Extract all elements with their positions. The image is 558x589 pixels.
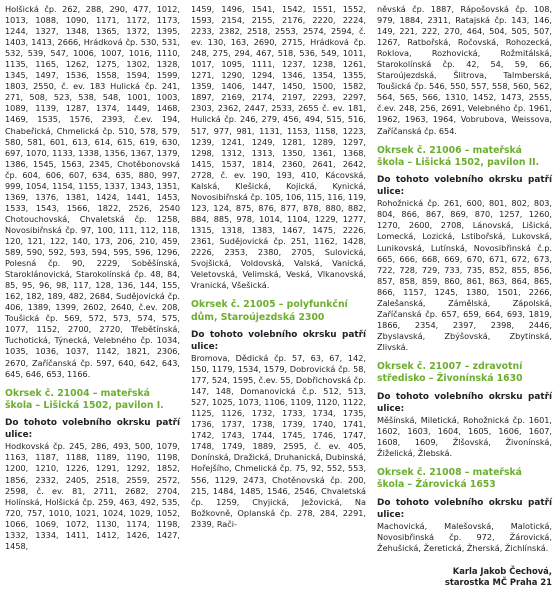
district-21006-heading: Okrsek č. 21006 – mateřská škola – Lišická 1502, pavilon II. bbox=[377, 144, 540, 168]
district-21008-heading: Okrsek č. 21008 – mateřská škola – Žárovická 1653 bbox=[377, 466, 522, 491]
signature bbox=[377, 566, 552, 589]
signature-title: starostka MČ Praha 21 bbox=[444, 577, 552, 588]
district-21005-streets: Bromova, Dědická čp. 57, 63, 67, 142, 150, 1179, 1534, 1579, Dobrovická čp. 58, 177, 524, 1595, č.ev. 55, Dobřichovská čp. 147, 148, Domanovická č.p. 512, 513, 527, 1025, 1073, 1106, 1109, 1120, 1122, 1125, 1126, 1732, 1733, 1734, 1735, 1736, 1737, 1738, 1739, 1740, 1741, 1742, 1743, 1744, 1745, 1746, 1747, 1748, 1749, 1889, 2595, č. ev. 405, Donínská, Dražická, Druhanická, Dubinská, Hořejšího, Chmelická čp. 75, 92, 552, 553, 556, 1129, 2473, Chotěnovská čp. 200, 215, 1484, 1485, 1546, 2546, Chvaletská čp. 1259, Chyjická, Ježovická, Na Božkovně, Oplanská čp. 278, 284, 2291, 2339, Rači- bbox=[191, 353, 366, 529]
street-list-continued: Holšická čp. 262, 288, 290, 477, 1012, 1013, 1088, 1090, 1171, 1172, 1173, 1244, 1327, 1348, 1365, 1372, 1395, 1403, 1413, 2666, Hrádková čp. 530, 531, 532, 539, 547, 1006, 1007, 1016, 1110, 1135, 1165, 1262, 1275, 1302, 1328, 1345, 1497, 1536, 1558, 1594, 1599, 1803, 2550, č. ev. 183 Hulická čp. 241, 271, 508, 523, 538, 548, 1001, 1003, 1089, 1139, 1287, 1374, 1449, 1468, 1469, 1535, 1576, 2393, č.ev. 194, Chabeřická, Chmelická čp. 510, 578, 579, 580, 581, 601, 613, 614, 615, 619, 630, 697, 1070, 1133, 1338, 1356, 1367, 1379, 1386, 1545, 1563, 2345, Chotěbonovská čp. 604, 606, 607, 634, 635, 880, 997, 999, 1054, 1154, 1155, 1337, 1343, 1351, 1369, 1376, 1381, 1424, 1441, 1453, 1533, 1543, 1566, 1822, 2526, 2540 Chotouchovská, Chvaletská čp. 1258, Novosibiřnská čp. 97, 100, 111, 112, 118, 120, 121, 122, 140, 173, 206, 210, 459, 589, 590, 592, 593, 594, 595, 596, 1296, Polesná čp. 90, 2229, Soběšínská, Staroklánovická, Starokolínská čp. 48, 84, 85, 95, 96, 98, 117, 128, 136, 144, 155, 162, 182, 189, 482, 2684, Sudějovická čp. 406, 1389, 1399, 2602, 2640, č.ev. 208, Toušická čp. 569, 572, 573, 574, 575, 1077, 1152, 2700, 2720, Třebětínská, Tuchotická, Týnecká, Velebného čp. 1034, 1035, 1036, 1037, 1142, 1821, 2306, 2670, Zaříčanská čp. 597, 640, 642, 643, 645, 646, 653, 1166. bbox=[5, 4, 180, 379]
district-21004-intro: Do tohoto volebního okrsku patří ulice: bbox=[5, 418, 180, 441]
column-2 bbox=[191, 4, 366, 563]
district-21007-heading: Okrsek č. 21007 – zdravotní středisko – Živonínská 1630 bbox=[377, 361, 523, 385]
column-3 bbox=[377, 4, 552, 588]
district-21007-streets: Měšínská, Miletická, Rohožnická čp. 1601, 1602, 1603, 1604, 1605, 1606, 1607, 1608, 1609, Žlšovská, Živonínská, Žiželická, Žlebská. bbox=[377, 414, 552, 458]
district-21008-intro: Do tohoto volebního okrsku patří ulice: bbox=[377, 497, 552, 520]
district-21005-heading: Okrsek č. 21005 – polyfunkční dům, Staroújezdská 2300 bbox=[191, 299, 348, 323]
district-21007-intro: Do tohoto volebního okrsku patří ulice: bbox=[377, 391, 552, 414]
district-21004-streets: Hodkovská čp. 245, 286, 493, 500, 1079, 1163, 1187, 1188, 1189, 1190, 1198, 1200, 1210, 1226, 1291, 1292, 1852, 1856, 2332, 2405, 2518, 2559, 2572, 2598, č. ev. 81, 2711, 2682, 2704, Holínská, Holšická čp. 259, 463, 492, 535, 720, 757, 1010, 1021, 1024, 1029, 1052, 1066, 1069, 1072, 1130, 1174, 1198, 1332, 1334, 1411, 1412, 1426, 1427, 1458, bbox=[5, 441, 180, 551]
district-21004-streets-continued: 1459, 1496, 1541, 1542, 1551, 1552, 1593, 2154, 2155, 2176, 2220, 2224, 2233, 2382, 2518, 2553, 2574, 2594, č. ev. 130, 163, 2690, 2715, Hrádková čp. 248, 275, 294, 467, 518, 536, 549, 1011, 1017, 1095, 1111, 1237, 1238, 1261, 1271, 1290, 1294, 1346, 1354, 1355, 1359, 1406, 1447, 1450, 1500, 1582, 1897, 2169, 2174, 2197, 2293, 2297, 2303, 2362, 2447, 2533, 2655 č. ev. 181, Hulická čp. 246, 279, 456, 494, 515, 516, 517, 977, 981, 1131, 1153, 1158, 1223, 1239, 1241, 1249, 1281, 1289, 1297, 1298, 1312, 1313, 1350, 1361, 1368, 1415, 1537, 1814, 2360, 2641, 2642, 2728, č. ev. 190, 193, 410, Kácovská, Kalská, Klešická, Kojická, Kynická, Novosibiřnská čp. 105, 106, 115, 116, 119, 123, 124, 875, 876, 877, 878, 880, 882, 884, 885, 978, 1014, 1104, 1229, 1277, 1315, 1318, 1383, 1467, 1475, 2226, 2361, Sudějovická čp. 251, 1162, 1428, 2226, 2353, 2380, 2705, Sulovická, Svojšická, Voldovská, Valská, Vanická, Veletovská, Velimská, Veská, Vlkanovská, Vranická, Všešická. bbox=[191, 4, 367, 291]
district-21004-heading: Okrsek č. 21004 – mateřská škola – Lišická 1502, pavilon I. bbox=[5, 387, 164, 411]
district-21005-intro: Do tohoto volebního okrsku patří ulice: bbox=[191, 329, 366, 352]
signature-name: Karla Jakob Čechová, bbox=[452, 565, 552, 576]
district-21005-streets-continued: něvská čp. 1887, Rápošovská čp. 108, 979, 1884, 2311, Ratajská čp. 143, 146, 149, 221, 222, 270, 464, 504, 505, 507, 1267, Ratbořská, Ročovská, Rohozecká, Roklova, Rozhovická, Rožmitálská, Starokolínská čp. 42, 54, 59, 66, Staroújezdská, Šlitrova, Talmberská, Toušická čp. 546, 550, 557, 558, 560, 562, 564, 565, 566, 1310, 1452, 1473, 2555, č.ev. 248, 256, 2691, Velebného čp. 1961, 1962, 1963, 1964, Vobrubova, Weissova, Zaříčanská čp. 654. bbox=[377, 4, 552, 136]
district-21006-streets: Rohožnická čp. 261, 600, 801, 802, 803, 804, 866, 867, 869, 870, 1257, 1260, 1270, 2600, 2708, Lánovská, Lišická, Lomecká, Lozická, Lstibořská, Lukovská, Lunikovská, Lutínská, Novosibřinská č.p. 665, 666, 668, 669, 670, 671, 672, 673, 722, 728, 729, 733, 735, 852, 855, 856, 857, 858, 859, 860, 861, 863, 864, 865, 866, 1157, 1245, 1380, 1501, 2266, Zalešanská, Zámělská, Zápolská, Zaříčanská čp. 657, 659, 664, 693, 1819, 1866, 2354, 2397, 2398, 2446, Zbyslavská, Zbýšovská, Zbytinská, Zlivská. bbox=[377, 198, 552, 352]
district-21006-intro: Do tohoto volebního okrsku patří ulice: bbox=[377, 175, 552, 198]
district-21008-streets: Machovická, Malešovská, Malotická, Novosibřinská čp. 972, Žárovická, Žehušická, Žeretická, Žherská, Žichlínská. bbox=[377, 520, 552, 553]
column-1 bbox=[5, 4, 180, 563]
